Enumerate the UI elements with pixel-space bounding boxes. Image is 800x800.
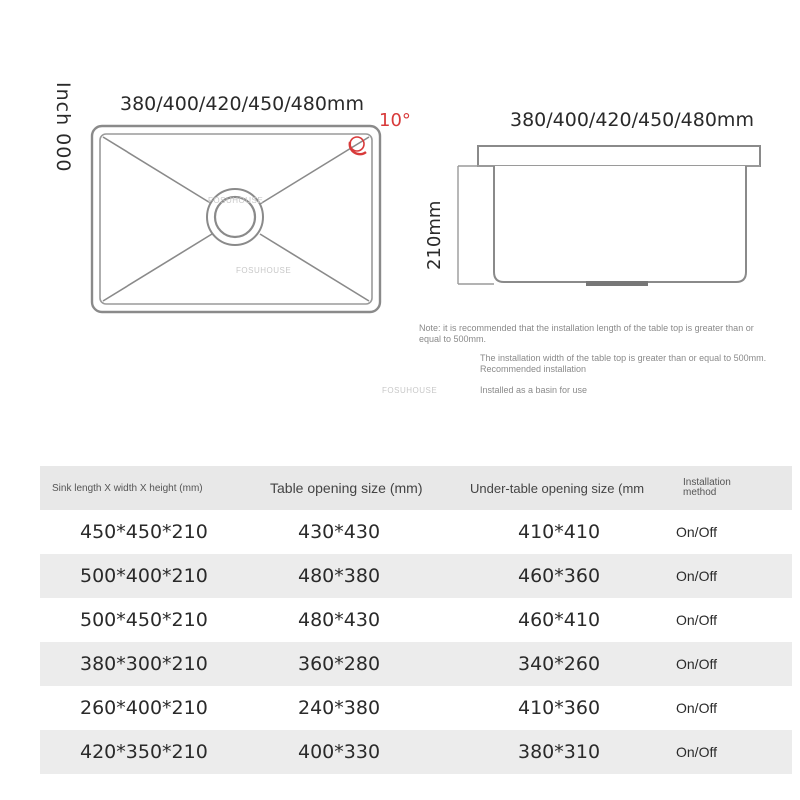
cell-installation-method: On/Off bbox=[676, 700, 717, 716]
cell-table-opening: 480*380 bbox=[298, 565, 381, 587]
header-installation-method: Installation method bbox=[683, 477, 731, 498]
cell-installation-method: On/Off bbox=[676, 612, 717, 628]
table-header bbox=[40, 466, 792, 510]
cell-under-table-opening: 410*360 bbox=[518, 697, 601, 719]
cell-installation-method: On/Off bbox=[676, 656, 717, 672]
table-row bbox=[40, 554, 792, 598]
cell-table-opening: 400*330 bbox=[298, 741, 381, 763]
cell-sink-size: 500*450*210 bbox=[80, 609, 208, 631]
side-view-rim bbox=[478, 146, 760, 166]
side-view-drain bbox=[586, 281, 648, 286]
note-length: Note: it is recommended that the installation length of the table top is greater than or equal to 500mm. bbox=[419, 323, 754, 344]
cell-under-table-opening: 340*260 bbox=[518, 653, 601, 675]
corner-angle-label: 10° bbox=[379, 110, 411, 131]
watermark: FOSUHOUSE bbox=[236, 266, 292, 275]
side-view-basin bbox=[494, 166, 746, 282]
side-view-width-label: 380/400/420/450/480mm bbox=[510, 109, 754, 131]
watermark: FOSUHOUSE bbox=[382, 386, 438, 395]
table-row bbox=[40, 686, 792, 730]
top-view bbox=[92, 126, 380, 312]
header-under-table-opening: Under-table opening size (mm bbox=[470, 480, 645, 496]
watermark: FOSUHOUSE bbox=[208, 196, 264, 205]
top-view-length-label: Inch 000 bbox=[52, 82, 74, 173]
note-width: The installation width of the table top is greater than or equal to 500mm. Recommended installation bbox=[480, 353, 767, 374]
side-view bbox=[458, 146, 760, 286]
cell-table-opening: 430*430 bbox=[298, 521, 381, 543]
cell-installation-method: On/Off bbox=[676, 744, 717, 760]
cell-sink-size: 260*400*210 bbox=[80, 697, 208, 719]
cell-sink-size: 420*350*210 bbox=[80, 741, 208, 763]
cell-under-table-opening: 410*410 bbox=[518, 521, 601, 543]
header-table-opening: Table opening size (mm) bbox=[270, 480, 423, 496]
table-row bbox=[40, 642, 792, 686]
cell-installation-method: On/Off bbox=[676, 524, 717, 540]
cell-under-table-opening: 460*360 bbox=[518, 565, 601, 587]
spec-table bbox=[40, 466, 792, 774]
cell-table-opening: 360*280 bbox=[298, 653, 381, 675]
cell-table-opening: 240*380 bbox=[298, 697, 381, 719]
side-view-height-label: 210mm bbox=[424, 200, 445, 270]
cell-table-opening: 480*430 bbox=[298, 609, 381, 631]
note-basin: Installed as a basin for use bbox=[480, 385, 588, 395]
table-row bbox=[40, 730, 792, 774]
header-sink-size: Sink length X width X height (mm) bbox=[52, 482, 203, 494]
cell-sink-size: 500*400*210 bbox=[80, 565, 208, 587]
cell-sink-size: 450*450*210 bbox=[80, 521, 208, 543]
top-view-width-label: 380/400/420/450/480mm bbox=[120, 93, 364, 115]
table-row bbox=[40, 598, 792, 642]
table-row bbox=[40, 510, 792, 554]
cell-under-table-opening: 460*410 bbox=[518, 609, 601, 631]
cell-installation-method: On/Off bbox=[676, 568, 717, 584]
cell-sink-size: 380*300*210 bbox=[80, 653, 208, 675]
cell-under-table-opening: 380*310 bbox=[518, 741, 601, 763]
